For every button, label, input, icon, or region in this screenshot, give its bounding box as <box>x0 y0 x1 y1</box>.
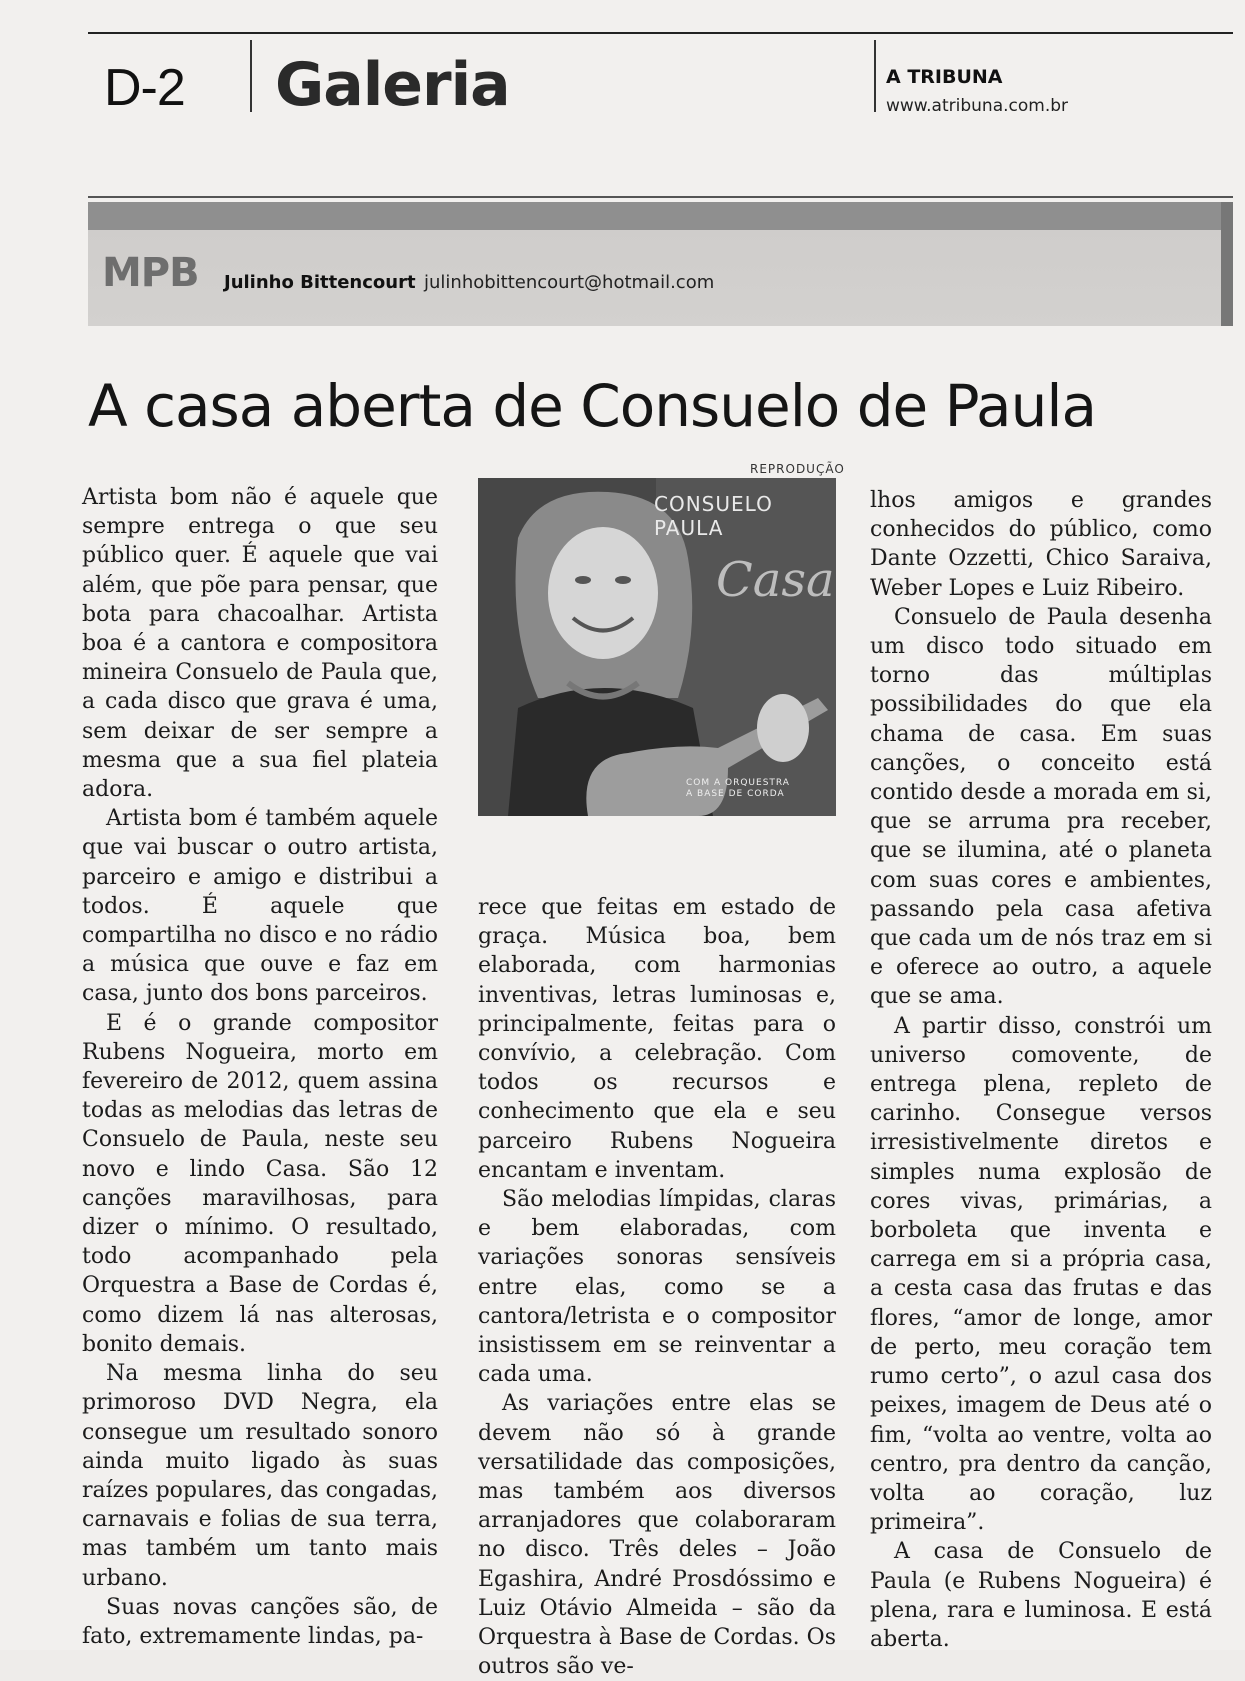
column-band <box>88 202 1233 326</box>
article-paragraph: Na mesma linha do seu primoroso DVD Negra, ela consegue um resultado sonoro ainda muito ligado às suas raízes populares, das congadas, carnavais e folias de sua terra, mas também um tanto mais urbano. <box>82 1361 439 1591</box>
column-email: julinhobittencourt@hotmail.com <box>424 272 715 293</box>
header-divider <box>874 40 876 112</box>
article-paragraph: Artista bom é também aquele que vai buscar o outro artista, parceiro e amigo e distribui a todos. É aquele que compartilha no disco e no rádio a música que ouve e faz em casa, junto dos bons parceiros. <box>82 806 438 1007</box>
section-title: Galeria <box>275 50 510 120</box>
column-tag: MPB <box>102 250 199 296</box>
page-number: D-2 <box>104 59 185 117</box>
article-paragraph: lhos amigos e grandes conhecidos do público, como Dante Ozzetti, Chico Saraiva, Weber Lopes e Luiz Ribeiro. <box>870 488 1212 601</box>
header-top-rule <box>88 32 1233 34</box>
column-author: Julinho Bittencourt <box>224 272 416 293</box>
article-paragraph: rece que feitas em estado de graça. Música boa, bem elaborada, com harmonias inventivas, letras luminosas e, principalmente, feitas para o convívio, a celebração. Com todos os recursos e conhecimento que ela e seu parceiro Rubens Nogueira encantam e inventam. <box>478 895 836 1183</box>
album-cover-photo <box>478 478 836 816</box>
photo-credit: REPRODUÇÃO <box>750 462 845 476</box>
article-paragraph: Consuelo de Paula desenha um disco todo situado em torno das múltiplas possibilidades do que ela chama de casa. Em suas canções, o conceito está contido desde a morada em si, que se arruma pra receber, que se ilumina, até o planeta com suas cores e ambientes, passando pela casa afetiva que cada um de nós traz em si e oferece ao outro, a aquele que se ama. <box>870 604 1212 1010</box>
article-column-1 <box>82 483 438 1651</box>
article-column-2 <box>478 893 836 1681</box>
newspaper-name: A TRIBUNA <box>886 66 1003 88</box>
album-subtitle-line: COM A ORQUESTRA <box>686 778 790 788</box>
album-title: Casa <box>716 552 835 608</box>
album-artist-name: CONSUELO PAULA <box>654 492 773 540</box>
article-paragraph: A partir disso, constrói um universo comovente, de entrega plena, repleto de carinho. Consegue versos irresistivelmente diretos e simples numa explosão de cores vivas, primárias, a borboleta que inventa e carrega em si a própria casa, a cesta casa das frutas e das flores, “amor de longe, amor de perto, meu coração tem rumo certo”, o azul casa dos peixes, imagem de Deus até o fim, “volta ao ventre, volta ao centro, pra dentro da canção, volta ao coração, luz primeira”. <box>870 1013 1212 1536</box>
newspaper-website: www.atribuna.com.br <box>886 96 1069 116</box>
article-paragraph: Artista bom não é aquele que sempre entrega o que seu público quer. É aquele que vai além, que põe para pensar, que bota para chacoalhar. Artista boa é a cantora e compositora mineira Consuelo de Paula que, a cada disco que grava é uma, sem deixar de ser sempre a mesma que a sua fiel plateia adora. <box>82 485 438 803</box>
article-paragraph: E é o grande compositor Rubens Nogueira, morto em fevereiro de 2012, quem assina todas as melodias das letras de Consuelo de Paula, neste seu novo e lindo Casa. São 12 canções maravilhosas, para dizer o mínimo. O resultado, todo acompanhado pela Orquestra a Base de Cordas é, como dizem lá nas alterosas, bonito demais. <box>82 1010 438 1357</box>
album-subtitle-line: A BASE DE CORDA <box>686 789 785 799</box>
column-band-edge <box>1221 202 1233 326</box>
article-paragraph: A casa de Consuelo de Paula (e Rubens Nogueira) é plena, rara e luminosa. E está aberta. <box>870 1539 1212 1652</box>
article-headline: A casa aberta de Consuelo de Paula <box>88 372 1096 440</box>
article-paragraph: Suas novas canções são, de fato, extremamente lindas, pa- <box>82 1594 438 1649</box>
header-divider <box>250 40 252 112</box>
article-column-3 <box>870 486 1212 1654</box>
album-subtitle <box>686 778 790 800</box>
article-paragraph: São melodias límpidas, claras e bem elaboradas, com variações sonoras sensíveis entre elas, como se a cantora/letrista e o compositor insistissem em se reinventar a cada uma. <box>478 1187 836 1388</box>
article-paragraph: As variações entre elas se devem não só à grande versatilidade das composições, mas também aos diversos arranjadores que colaboraram no disco. Três deles – João Egashira, André Prosdóssimo e Luiz Otávio Almeida – são da Orquestra à Base de Cordas. Os outros são ve- <box>478 1391 836 1680</box>
column-band-rule <box>88 196 1233 198</box>
